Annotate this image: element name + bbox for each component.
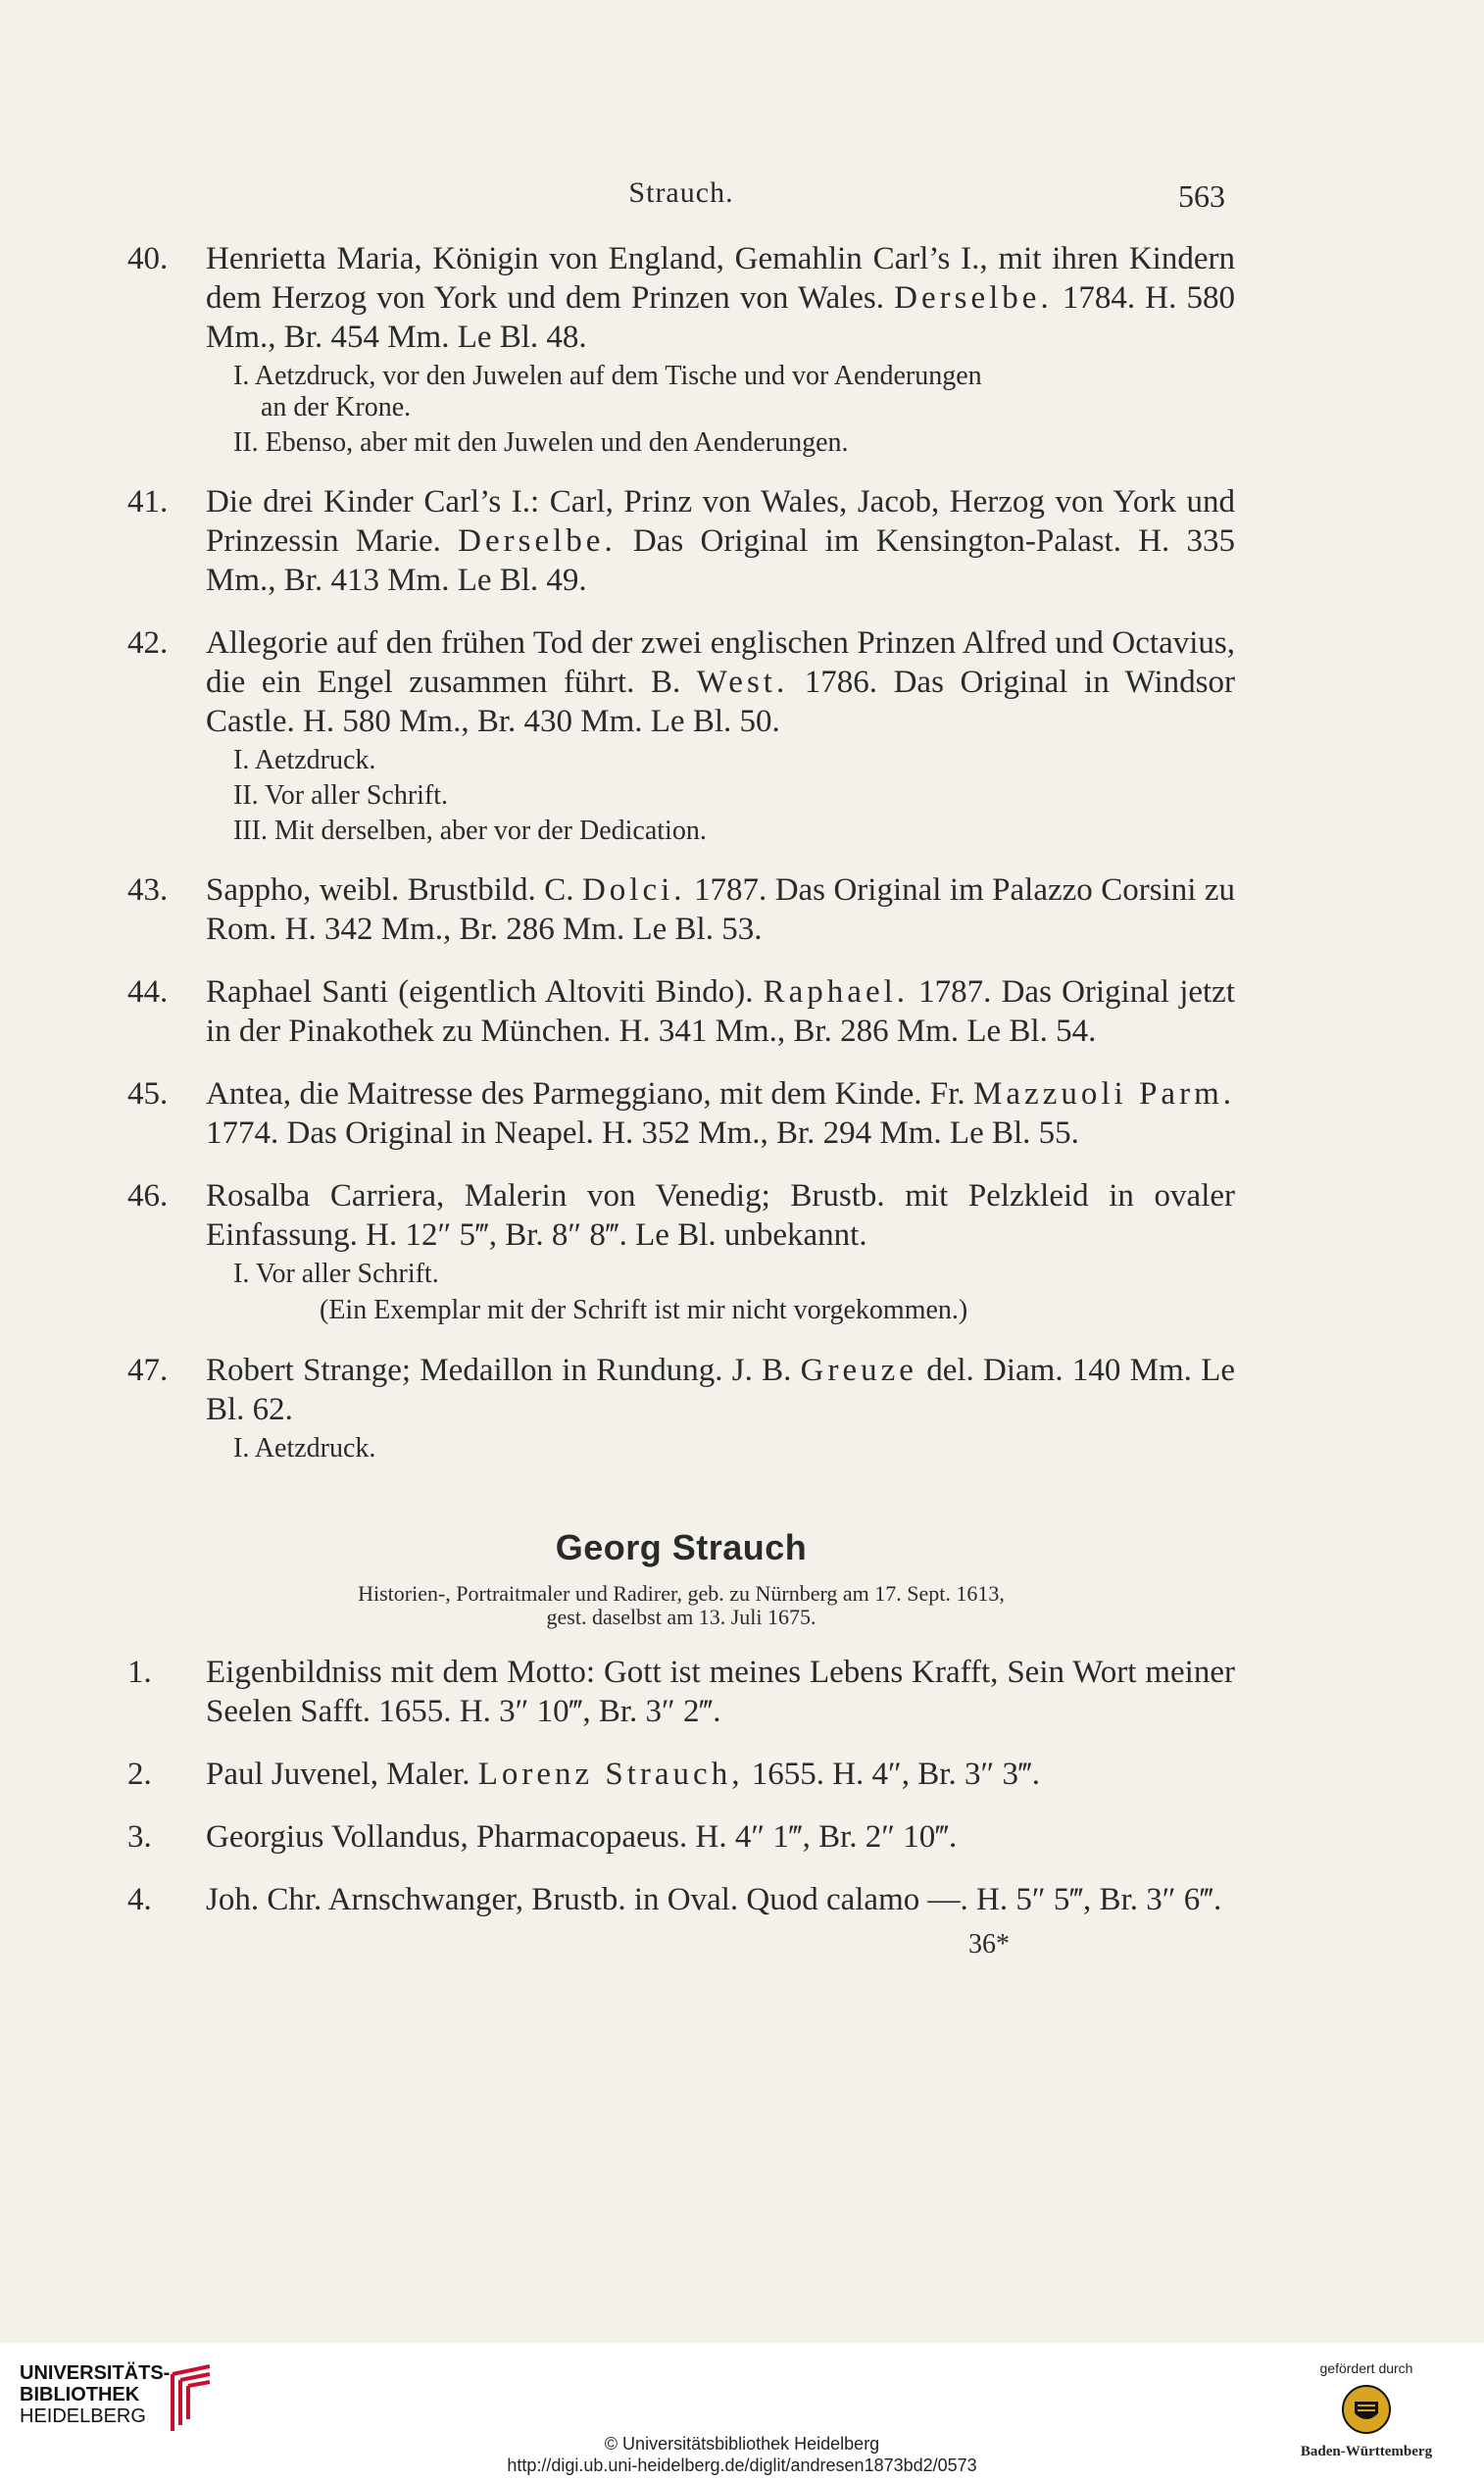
running-head: Strauch. — [628, 176, 734, 209]
coat-of-arms-icon — [1339, 2382, 1394, 2437]
entry-number: 45. — [127, 1076, 169, 1112]
entry-text — [206, 623, 1235, 741]
catalog-entry — [127, 1351, 1235, 1429]
artist-heading: Georg Strauch — [555, 1527, 808, 1567]
copyright-text: © Universitätsbibliothek Heidelberg — [604, 2434, 880, 2454]
entry-text — [206, 972, 1235, 1051]
state-text: Aetzdruck. — [254, 1433, 376, 1463]
entry-number: 47. — [127, 1353, 169, 1388]
funder-block — [1268, 2360, 1464, 2460]
catalog-entry — [127, 1755, 1235, 1794]
library-mark-icon — [167, 2364, 216, 2433]
entry-description: Die drei Kinder Carl’s I.: Carl, Prinz von Wales, Jacob, Herzog von York und Prinzessin Marie. — [206, 484, 1235, 559]
entry-description: Eigenbildniss mit dem Motto: Gott ist meines Lebens Krafft, Sein Wort meiner Seelen Safft. 1655. H. 3″ 10‴, Br. 3″ 2‴. — [206, 1655, 1235, 1729]
entry-state — [233, 361, 1235, 423]
library-name-line: BIBLIOTHEK — [20, 2384, 140, 2406]
entries-list — [127, 239, 1235, 1464]
entry-description: Paul Juvenel, Maler. — [206, 1757, 478, 1792]
catalog-entry — [127, 972, 1235, 1051]
state-number: III. — [233, 816, 268, 846]
entry-text — [206, 239, 1235, 357]
library-name — [20, 2362, 170, 2427]
entry-artist: Greuze — [800, 1353, 917, 1388]
entry-description: Sappho, weibl. Brustbild. C. — [206, 872, 582, 908]
entry-description: Joh. Chr. Arnschwanger, Brustb. in Oval. Quod calamo —. H. 5″ 5‴, Br. 3″ 6‴. — [206, 1882, 1222, 1917]
catalog-entry — [127, 623, 1235, 741]
state-number: I. — [233, 1433, 250, 1463]
catalog-entry — [127, 1817, 1235, 1857]
state-text: Aetzdruck, vor den Juwelen auf dem Tische und vor Aenderungen — [254, 361, 982, 391]
catalog-entry — [127, 1176, 1235, 1255]
artist-section — [127, 1527, 1235, 1629]
entry-description: Robert Strange; Medaillon in Rundung. J. B. — [206, 1353, 801, 1388]
entry-text — [206, 1755, 1235, 1794]
entry-text — [206, 1074, 1235, 1153]
entry-text — [206, 1176, 1235, 1255]
entry-number: 3. — [127, 1819, 152, 1855]
state-number: I. — [233, 1259, 250, 1289]
entry-number: 44. — [127, 974, 169, 1010]
catalog-entry — [127, 870, 1235, 949]
catalog-page — [127, 147, 1235, 1960]
state-number: I. — [233, 361, 250, 391]
entry-artist: Raphael. — [763, 974, 910, 1010]
entry-number: 46. — [127, 1178, 169, 1214]
entry-details: 1786. Das Original in Windsor Castle. H. 580 Mm., Br. 430 Mm. Le Bl. 50. — [206, 665, 1235, 739]
entry-number: 42. — [127, 625, 169, 661]
entry-artist: Lorenz Strauch, — [477, 1757, 744, 1792]
entry-details: 1787. Das Original jetzt in der Pinakothek zu München. H. 341 Mm., Br. 286 Mm. Le Bl. 54. — [206, 974, 1235, 1049]
entry-description: Allegorie auf den frühen Tod der zwei englischen Prinzen Alfred und Octavius, die ein Engel zusammen führt. B. — [206, 625, 1235, 700]
signature-mark: 36* — [968, 1929, 1010, 1959]
entry-text — [206, 1653, 1235, 1731]
entry-state — [233, 1259, 1235, 1290]
funded-by-label: gefördert durch — [1319, 2360, 1413, 2376]
entry-artist: Mazzuoli Parm. — [973, 1076, 1235, 1112]
footer-bar — [0, 2343, 1484, 2480]
entry-text — [206, 482, 1235, 600]
artist-bio-line: gest. daselbst am 13. Juli 1675. — [546, 1605, 816, 1629]
catalog-entry — [127, 482, 1235, 600]
entry-artist: Derselbe. — [894, 280, 1053, 316]
entry-number: 4. — [127, 1882, 152, 1917]
entry-description: Antea, die Maitresse des Parmeggiano, mit dem Kinde. Fr. — [206, 1076, 974, 1112]
artist-bio — [127, 1582, 1235, 1629]
state-number: II. — [233, 780, 259, 811]
entry-details: 1787. Das Original im Palazzo Corsini zu Rom. H. 342 Mm., Br. 286 Mm. Le Bl. 53. — [206, 872, 1235, 947]
artist-bio-line: Historien-, Portraitmaler und Radirer, geb. zu Nürnberg am 17. Sept. 1613, — [358, 1581, 1005, 1606]
catalog-entry — [127, 239, 1235, 357]
catalog-entry — [127, 1074, 1235, 1153]
entry-artist: West. — [696, 665, 789, 700]
state-text: Vor aller Schrift. — [255, 1259, 439, 1289]
state-text: Aetzdruck. — [254, 745, 376, 775]
state-number: II. — [233, 427, 259, 458]
entry-description: Henrietta Maria, Königin von England, Gemahlin Carl’s I., mit ihren Kindern dem Herzog von York und dem Prinzen von Wales. — [206, 241, 1235, 316]
entry-number: 41. — [127, 484, 169, 520]
entry-number: 1. — [127, 1655, 152, 1690]
entry-description: Georgius Vollandus, Pharmacopaeus. H. 4″ 1‴, Br. 2″ 10‴. — [206, 1819, 958, 1855]
state-text: Mit derselben, aber vor der Dedication. — [273, 816, 707, 846]
entry-details: 1655. H. 4″, Br. 3″ 3‴. — [743, 1757, 1040, 1792]
entry-details: 1784. H. 580 Mm., Br. 454 Mm. Le Bl. 48. — [206, 280, 1235, 355]
entry-note: (Ein Exemplar mit der Schrift ist mir nicht vorgekommen.) — [320, 1295, 968, 1325]
state-text-continued: an der Krone. — [261, 392, 412, 422]
catalog-entry — [127, 1880, 1235, 1919]
state-text: Vor aller Schrift. — [265, 780, 449, 811]
page-number: 563 — [1178, 178, 1225, 214]
library-name-line: HEIDELBERG — [20, 2406, 146, 2427]
entry-text — [206, 1817, 1235, 1857]
entry-description: Raphael Santi (eigentlich Altoviti Bindo). — [206, 974, 764, 1010]
entry-number: 2. — [127, 1757, 152, 1792]
entry-description: Rosalba Carriera, Malerin von Venedig; Brustb. mit Pelzkleid in ovaler Einfassung. H. 12″ 5‴, Br. 8″ 8‴. Le Bl. unbekannt. — [206, 1178, 1235, 1253]
copyright-block — [0, 2433, 1484, 2476]
entry-details: Das Original im Kensington-Palast. H. 335 Mm., Br. 413 Mm. Le Bl. 49. — [206, 523, 1236, 598]
entry-text — [206, 870, 1235, 949]
entry-state — [233, 1433, 1235, 1464]
entry-text — [206, 1351, 1235, 1429]
entry-state — [233, 745, 1235, 776]
state-number: I. — [233, 745, 250, 775]
library-name-line: UNIVERSITÄTS- — [20, 2362, 171, 2384]
catalog-entry — [127, 1653, 1235, 1731]
strauch-entries-list — [127, 1653, 1235, 1919]
entry-details: 1774. Das Original in Neapel. H. 352 Mm., Br. 294 Mm. Le Bl. 55. — [206, 1116, 1079, 1151]
funder-state-name: Baden-Württemberg — [1300, 2444, 1433, 2459]
entry-state — [233, 427, 1235, 459]
entry-number: 43. — [127, 872, 169, 908]
entry-state — [233, 780, 1235, 812]
entry-state — [233, 816, 1235, 847]
entry-number: 40. — [127, 241, 169, 276]
entry-artist: Derselbe. — [458, 523, 617, 559]
entry-details: del. Diam. 140 Mm. Le Bl. 62. — [206, 1353, 1235, 1427]
entry-artist: Dolci. — [581, 872, 686, 908]
page-header — [127, 147, 1235, 216]
state-text: Ebenso, aber mit den Juwelen und den Aenderungen. — [265, 427, 849, 458]
permalink-url[interactable]: http://digi.ub.uni-heidelberg.de/diglit/andresen1873bd2/0573 — [507, 2455, 977, 2475]
entry-text — [206, 1880, 1235, 1919]
